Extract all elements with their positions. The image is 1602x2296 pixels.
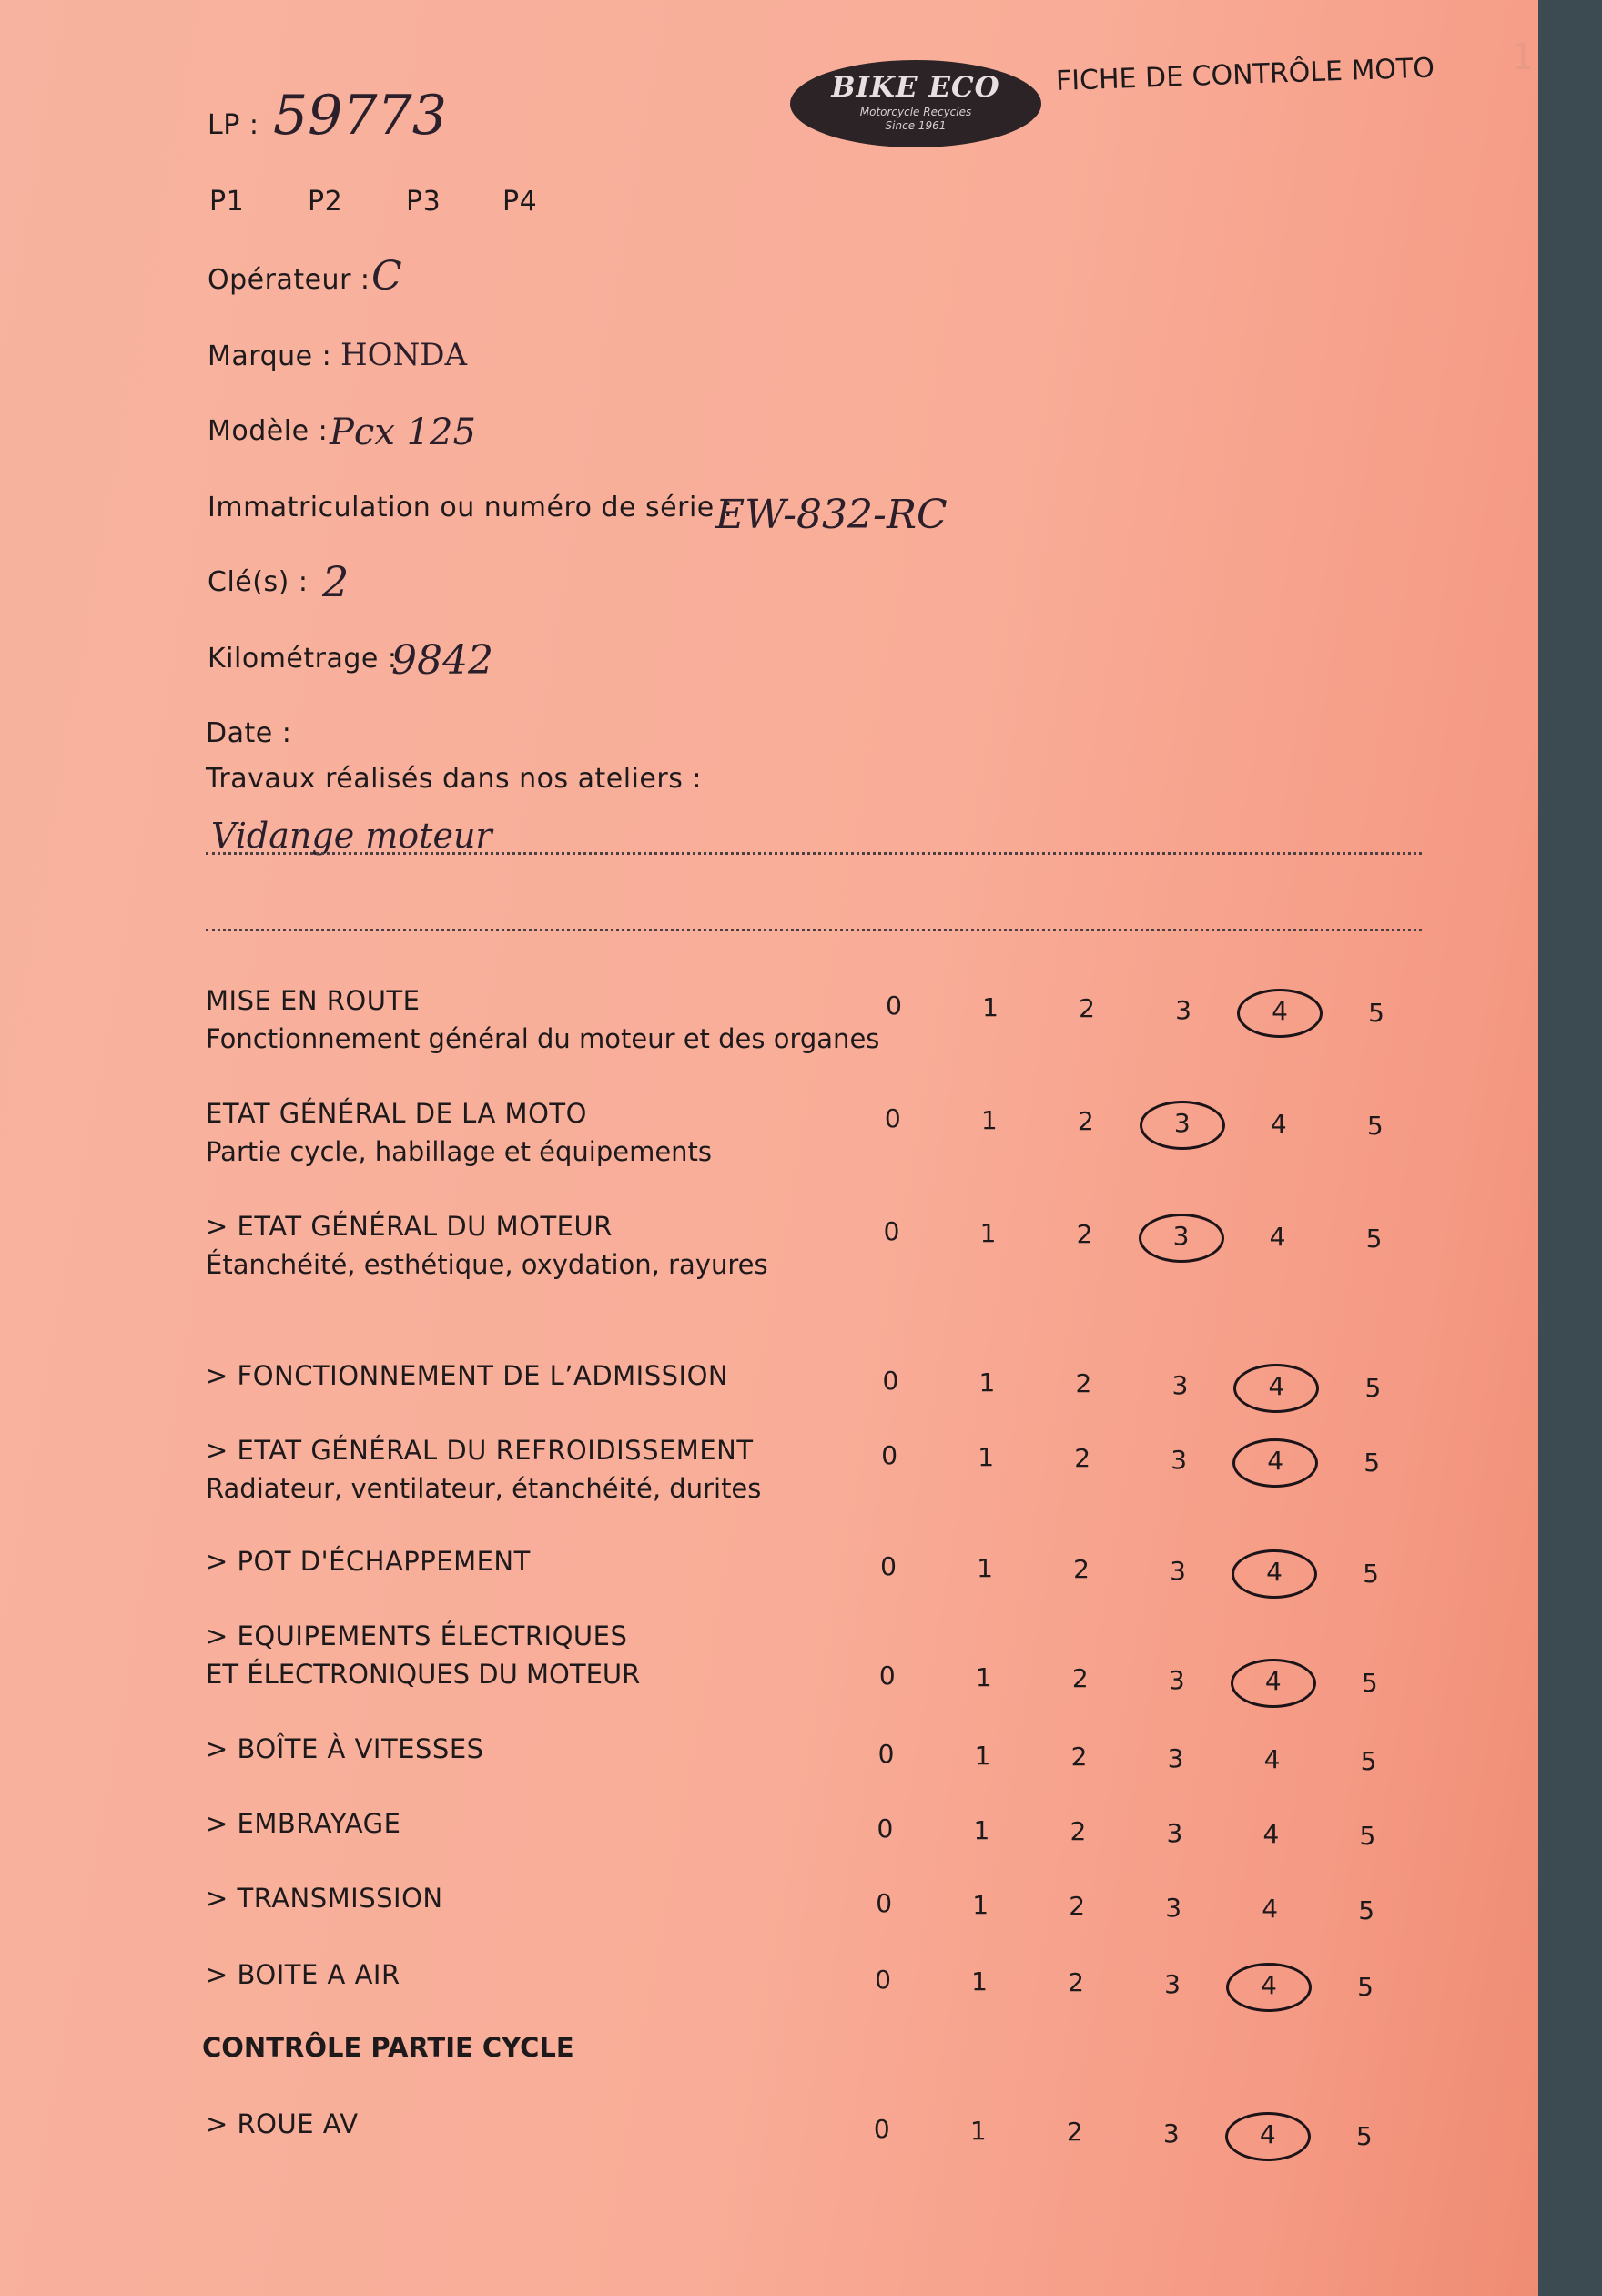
travaux-label: Travaux réalisés dans nos ateliers : <box>206 763 702 795</box>
score-option-1[interactable]: 1 <box>972 1889 989 1920</box>
score-option-1[interactable]: 1 <box>979 1217 997 1248</box>
selected-score-circle <box>1231 1659 1316 1708</box>
score-option-3[interactable]: 3 <box>1164 1968 1181 1999</box>
score-option-4[interactable]: 4 <box>1262 1894 1279 1924</box>
score-option-0[interactable]: 0 <box>884 1103 901 1133</box>
selected-score-circle <box>1226 1963 1312 2012</box>
cles-label: Clé(s) : <box>208 566 309 598</box>
score-option-3[interactable]: 3 <box>1162 2118 1180 2149</box>
score-option-2[interactable]: 2 <box>1069 1891 1086 1921</box>
form-title: FICHE DE CONTRÔLE MOTO <box>1055 52 1435 97</box>
logo-tagline: Motorcycle Recycles Since 1961 <box>859 106 972 132</box>
km-label: Kilométrage : <box>208 643 398 675</box>
score-option-3[interactable]: 3 <box>1175 994 1191 1025</box>
selected-score-circle <box>1140 1101 1225 1150</box>
modele-label: Modèle : <box>208 415 329 447</box>
score-option-1[interactable]: 1 <box>982 991 999 1022</box>
position-p2[interactable]: P2 <box>308 186 343 218</box>
section-partie-cycle: CONTRÔLE PARTIE CYCLE <box>202 2032 574 2063</box>
score-option-1[interactable]: 1 <box>969 2115 987 2146</box>
criterion-subtitle: ET ÉLECTRONIQUES DU MOTEUR <box>206 1659 641 1690</box>
score-option-4[interactable]: 4 <box>1272 996 1288 1026</box>
score-option-2[interactable]: 2 <box>1071 1663 1089 1693</box>
score-option-0[interactable]: 0 <box>875 1965 891 1995</box>
score-option-0[interactable]: 0 <box>878 1661 896 1691</box>
score-option-2[interactable]: 2 <box>1075 1368 1092 1398</box>
score-option-4[interactable]: 4 <box>1262 1819 1280 1849</box>
criterion-title: > FONCTIONNEMENT DE L’ADMISSION <box>206 1360 729 1391</box>
score-option-0[interactable]: 0 <box>881 1440 898 1470</box>
score-option-1[interactable]: 1 <box>974 1740 991 1771</box>
score-option-0[interactable]: 0 <box>876 1888 893 1918</box>
score-option-5[interactable]: 5 <box>1368 997 1384 1028</box>
score-option-2[interactable]: 2 <box>1076 1219 1093 1249</box>
score-option-5[interactable]: 5 <box>1360 1745 1377 1776</box>
score-option-0[interactable]: 0 <box>873 2114 890 2144</box>
score-option-4[interactable]: 4 <box>1259 2119 1276 2149</box>
score-option-4[interactable]: 4 <box>1261 1970 1277 2000</box>
criterion-title: > EMBRAYAGE <box>206 1808 401 1839</box>
criterion-title: > ROUE AV <box>206 2108 359 2139</box>
position-p4[interactable]: P4 <box>502 186 538 218</box>
criterion-title: > POT D'ÉCHAPPEMENT <box>206 1546 531 1577</box>
travaux-line-2 <box>206 929 1422 931</box>
score-option-5[interactable]: 5 <box>1364 1372 1382 1403</box>
score-option-2[interactable]: 2 <box>1070 1742 1088 1772</box>
immat-label: Immatriculation ou numéro de série : <box>208 492 734 523</box>
score-option-1[interactable]: 1 <box>978 1366 996 1397</box>
score-option-1[interactable]: 1 <box>973 1814 990 1845</box>
score-option-0[interactable]: 0 <box>886 991 902 1021</box>
score-option-3[interactable]: 3 <box>1166 1817 1183 1848</box>
immat-value[interactable]: EW-832-RC <box>715 492 948 538</box>
date-label: Date : <box>206 717 292 749</box>
criterion-title: > ETAT GÉNÉRAL DU REFROIDISSEMENT <box>206 1435 754 1466</box>
travaux-line-1 <box>206 852 1422 855</box>
score-option-2[interactable]: 2 <box>1073 1554 1090 1584</box>
modele-value[interactable]: Pcx 125 <box>330 411 476 453</box>
score-option-3[interactable]: 3 <box>1171 1369 1189 1400</box>
selected-score-circle <box>1232 1549 1317 1599</box>
operateur-label: Opérateur : <box>208 264 370 296</box>
score-option-5[interactable]: 5 <box>1363 1558 1379 1589</box>
score-option-0[interactable]: 0 <box>880 1551 897 1581</box>
score-option-1[interactable]: 1 <box>971 1966 988 1996</box>
criterion-title: > BOITE A AIR <box>206 1959 400 1990</box>
score-option-5[interactable]: 5 <box>1358 1895 1375 1925</box>
criterion-subtitle: Radiateur, ventilateur, étanchéité, durites <box>206 1473 762 1504</box>
score-option-3[interactable]: 3 <box>1172 1220 1190 1251</box>
lp-value[interactable]: 59773 <box>273 84 447 147</box>
score-option-5[interactable]: 5 <box>1361 1667 1378 1698</box>
score-option-0[interactable]: 0 <box>877 1813 894 1844</box>
score-option-4[interactable]: 4 <box>1268 1371 1285 1401</box>
score-option-4[interactable]: 4 <box>1270 1109 1287 1139</box>
position-p3[interactable]: P3 <box>406 186 441 218</box>
selected-score-circle <box>1232 1438 1318 1488</box>
score-option-0[interactable]: 0 <box>883 1216 900 1246</box>
score-option-4[interactable]: 4 <box>1266 1557 1283 1587</box>
criterion-subtitle: Partie cycle, habillage et équipements <box>206 1136 713 1167</box>
score-option-4[interactable]: 4 <box>1264 1666 1282 1696</box>
criterion-title: ETAT GÉNÉRAL DE LA MOTO <box>206 1098 587 1129</box>
score-option-1[interactable]: 1 <box>980 1104 998 1135</box>
logo-name: BIKE ECO <box>831 71 1000 104</box>
selected-score-circle <box>1233 1364 1319 1413</box>
criterion-title: MISE EN ROUTE <box>206 985 421 1016</box>
cles-value[interactable]: 2 <box>322 557 350 606</box>
criterion-title: > TRANSMISSION <box>206 1883 443 1914</box>
lp-label: LP : <box>208 109 259 141</box>
score-option-2[interactable]: 2 <box>1070 1816 1087 1846</box>
criterion-title: > BOÎTE À VITESSES <box>206 1733 484 1764</box>
score-option-3[interactable]: 3 <box>1173 1107 1191 1138</box>
travaux-value[interactable]: Vidange moteur <box>211 816 492 856</box>
score-option-0[interactable]: 0 <box>882 1366 899 1396</box>
score-option-5[interactable]: 5 <box>1366 1110 1384 1141</box>
score-option-5[interactable]: 5 <box>1357 1971 1374 2002</box>
bike-eco-logo <box>790 60 1041 147</box>
score-option-5[interactable]: 5 <box>1359 1820 1376 1851</box>
score-option-4[interactable]: 4 <box>1263 1744 1281 1774</box>
criterion-title: > ETAT GÉNÉRAL DU MOTEUR <box>206 1211 613 1242</box>
score-option-4[interactable]: 4 <box>1267 1446 1284 1476</box>
criterion-title: > EQUIPEMENTS ÉLECTRIQUES <box>206 1620 628 1651</box>
score-option-2[interactable]: 2 <box>1068 1967 1084 1997</box>
score-option-3[interactable]: 3 <box>1171 1444 1188 1475</box>
criterion-subtitle: Fonctionnement général du moteur et des organes <box>206 1023 880 1054</box>
score-option-3[interactable]: 3 <box>1170 1555 1186 1586</box>
score-option-5[interactable]: 5 <box>1355 2120 1373 2151</box>
selected-score-circle <box>1225 2112 1311 2161</box>
score-option-2[interactable]: 2 <box>1074 1443 1091 1473</box>
score-option-3[interactable]: 3 <box>1168 1664 1185 1695</box>
score-option-5[interactable]: 5 <box>1364 1447 1381 1478</box>
score-option-1[interactable]: 1 <box>975 1661 992 1692</box>
page-mark: 1 <box>1511 36 1535 78</box>
criterion-subtitle: Étanchéité, esthétique, oxydation, rayures <box>206 1249 768 1280</box>
km-value[interactable]: 9842 <box>391 637 493 684</box>
score-option-2[interactable]: 2 <box>1077 1106 1094 1136</box>
score-option-4[interactable]: 4 <box>1269 1222 1286 1252</box>
selected-score-circle <box>1237 989 1323 1038</box>
score-option-1[interactable]: 1 <box>977 1552 993 1583</box>
operateur-value[interactable]: C <box>371 253 402 300</box>
score-option-3[interactable]: 3 <box>1167 1742 1184 1773</box>
score-option-3[interactable]: 3 <box>1165 1892 1182 1923</box>
score-option-0[interactable]: 0 <box>877 1739 895 1769</box>
marque-label: Marque : <box>208 340 332 372</box>
marque-value[interactable]: HONDA <box>340 337 468 373</box>
position-p1[interactable]: P1 <box>209 186 245 218</box>
score-option-2[interactable]: 2 <box>1079 993 1095 1023</box>
selected-score-circle <box>1139 1214 1224 1263</box>
score-option-5[interactable]: 5 <box>1365 1223 1383 1254</box>
score-option-1[interactable]: 1 <box>978 1441 995 1472</box>
score-option-2[interactable]: 2 <box>1066 2117 1083 2147</box>
